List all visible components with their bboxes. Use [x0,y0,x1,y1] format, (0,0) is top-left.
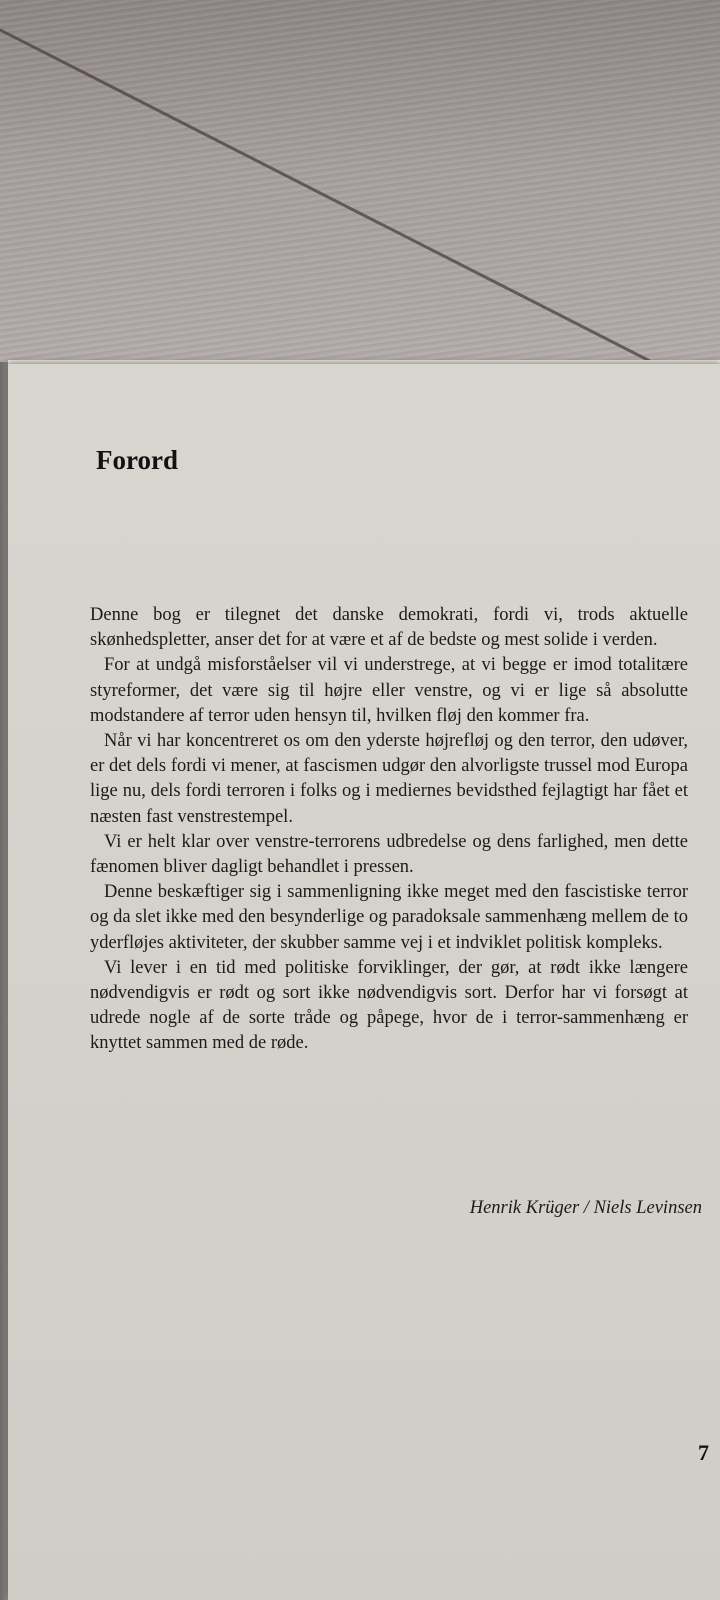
paragraph-6: Vi lever i en tid med politiske forviklinger, der gør, at rødt ikke længere nødvendigvis er rødt og sort ikke nødvendigvis sort. Derfor har vi forsøgt at udrede nogle af de sorte tråde og påpege, hvor de i terror-sammenhæng er knyttet sammen med de røde. [90,957,688,1054]
foreword-body [90,603,688,1057]
paragraph-5: Denne beskæftiger sig i sammenligning ikke meget med den fascistiske terror og da slet ikke med den besynderlige og paradoksale sammenhæng mellem de to yderfløjes aktiviteter, der skubber samme vej i et indviklet politisk kompleks. [90,882,689,953]
page-heading: Forord [96,445,178,475]
paragraph-1: Denne bog er tilegnet det danske demokrati, fordi vi, trods aktuelle skønhedspletter, anser det for at være et af de bedste og mest solide i verden. [90,605,688,651]
author-signature: Henrik Krüger / Niels Levinsen [469,1198,702,1218]
page-number: 7 [698,1440,709,1465]
paragraph-3: Når vi har koncentreret os om den yderste højrefløj og den terror, den udøver, er det dels fordi vi mener, at fascismen udgør den alvorligste trussel mod Europa lige nu, dels fordi terroren i folks og i mediernes bevidsthed fejlagtigt har fået et næsten fast venstrestempel. [90,731,688,827]
paragraph-2: For at undgå misforståelser vil vi understrege, at vi begge er imod totalitære styreformer, det være sig til højre eller venstre, og vi er lige så absolutte modstandere af terror uden hensyn til, hvilken fløj den kommer fra. [90,655,688,726]
wooden-table-background [0,0,720,380]
paragraph-4: Vi er helt klar over venstre-terrorens udbredelse og dens farlighed, men dette fænomen bliver dagligt behandlet i pressen. [90,831,688,878]
table-plank-seam [0,18,711,393]
